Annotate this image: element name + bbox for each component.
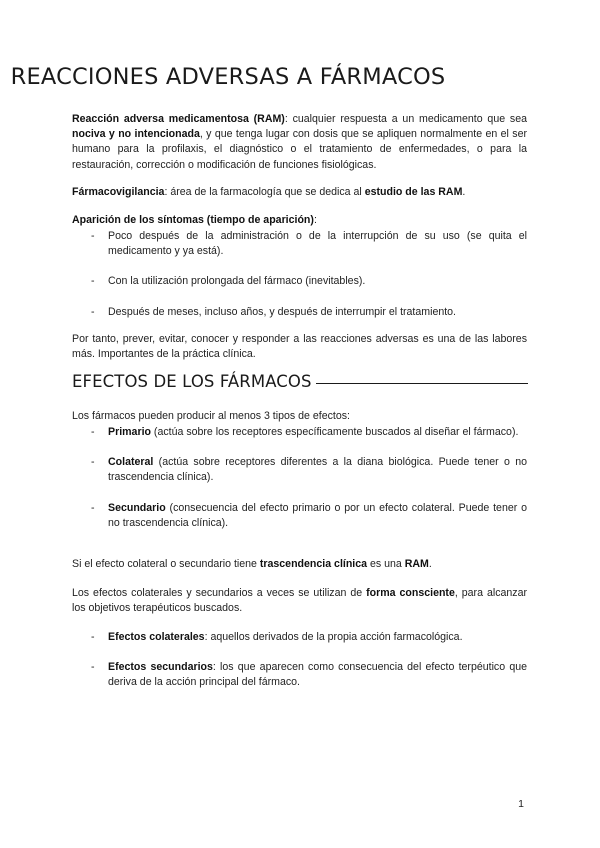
farmacovigilancia-definition xyxy=(72,185,527,200)
effect-desc: (consecuencia del efecto primario o por un efecto colateral. Puede tener o no trascendencia clínica). xyxy=(108,501,527,529)
list-item xyxy=(72,455,527,485)
effect-term: Primario xyxy=(108,426,151,438)
farmaco-text-2: . xyxy=(462,186,466,198)
definition-term: Efectos secundarios xyxy=(108,661,213,674)
effect-desc: (actúa sobre los receptores específicamente buscados al diseñar el fármaco). xyxy=(150,426,519,438)
conscious-text-1: Los efectos colaterales y secundarios a veces se utilizan de xyxy=(72,587,367,599)
aparicion-heading xyxy=(72,213,527,228)
definition-desc: : los que aparecen como consecuencia del efecto terpéutico que deriva de la acción principal del fármaco. xyxy=(108,661,527,689)
ram-term: Reacción adversa medicamentosa (RAM) xyxy=(72,113,285,125)
aparicion-list xyxy=(72,229,527,320)
effect-term: Secundario xyxy=(108,501,166,514)
page-title: REACCIONES ADVERSAS A FÁRMACOS xyxy=(10,64,446,90)
section-intro: Los fármacos pueden producir al menos 3 tipos de efectos: xyxy=(72,410,350,422)
list-item: - Con la utilización prolongada del fármaco (inevitables). xyxy=(72,274,527,289)
effect-desc: (actúa sobre receptores diferentes a la diana biológica. Puede tener o no trascendencia clínica). xyxy=(108,456,527,484)
page-number: 1 xyxy=(518,798,524,810)
conscious-text-2: , para alcanzar los objetivos terapéuticos buscados. xyxy=(72,587,527,615)
list-item: - Después de meses, incluso años, y después de interrumpir el tratamiento. xyxy=(72,305,527,320)
section-heading-text: EFECTOS DE LOS FÁRMACOS xyxy=(72,372,312,391)
farmaco-bold: estudio de las RAM xyxy=(364,186,463,198)
ram-note xyxy=(72,557,527,572)
note-text-2: es una xyxy=(367,558,405,570)
definition-desc: : aquellos derivados de la propia acción farmacológica. xyxy=(204,631,463,643)
definitions-list xyxy=(72,630,527,691)
note-bold-2: RAM xyxy=(404,558,429,570)
note-bold-1: trascendencia clínica xyxy=(259,558,368,570)
effect-types-list xyxy=(72,425,527,531)
definition-term: Efectos colaterales xyxy=(108,631,205,643)
list-item xyxy=(72,630,527,645)
heading-rule xyxy=(316,383,528,385)
section-heading xyxy=(72,372,542,391)
note-text-3: . xyxy=(428,558,432,570)
note-text-1: Si el efecto colateral o secundario tiene xyxy=(72,558,260,570)
ram-text-2: , y que tenga lugar con dosis que se apliquen normalmente en el ser humano para la profilaxis, el diagnóstico o el tratamiento de enfermedades, o para la restauración, corrección o modificación de funciones fisiológicas. xyxy=(72,128,527,171)
farmaco-term: Fármacovigilancia xyxy=(72,186,165,198)
aparicion-colon: : xyxy=(313,214,317,226)
list-item: - Poco después de la administración o de la interrupción de su uso (se quita el medicamento y ya está). xyxy=(72,229,527,259)
farmaco-text-1: : área de la farmacología que se dedica al xyxy=(164,186,365,198)
ram-text-1: : cualquier respuesta a un medicamento que sea xyxy=(284,113,527,125)
list-item xyxy=(72,501,527,531)
list-item xyxy=(72,425,527,440)
list-item xyxy=(72,660,527,690)
aparicion-heading-text: Aparición de los síntomas (tiempo de aparición) xyxy=(72,214,314,226)
conscious-bold: forma consciente xyxy=(366,587,455,599)
effect-term: Colateral xyxy=(108,456,154,469)
conclusion-paragraph: Por tanto, prever, evitar, conocer y responder a las reacciones adversas es una de las labores más. Importantes de la práctica clínica. xyxy=(72,333,527,361)
ram-bold: nociva y no intencionada xyxy=(72,128,200,141)
conscious-paragraph xyxy=(72,586,527,616)
ram-definition xyxy=(72,112,527,173)
